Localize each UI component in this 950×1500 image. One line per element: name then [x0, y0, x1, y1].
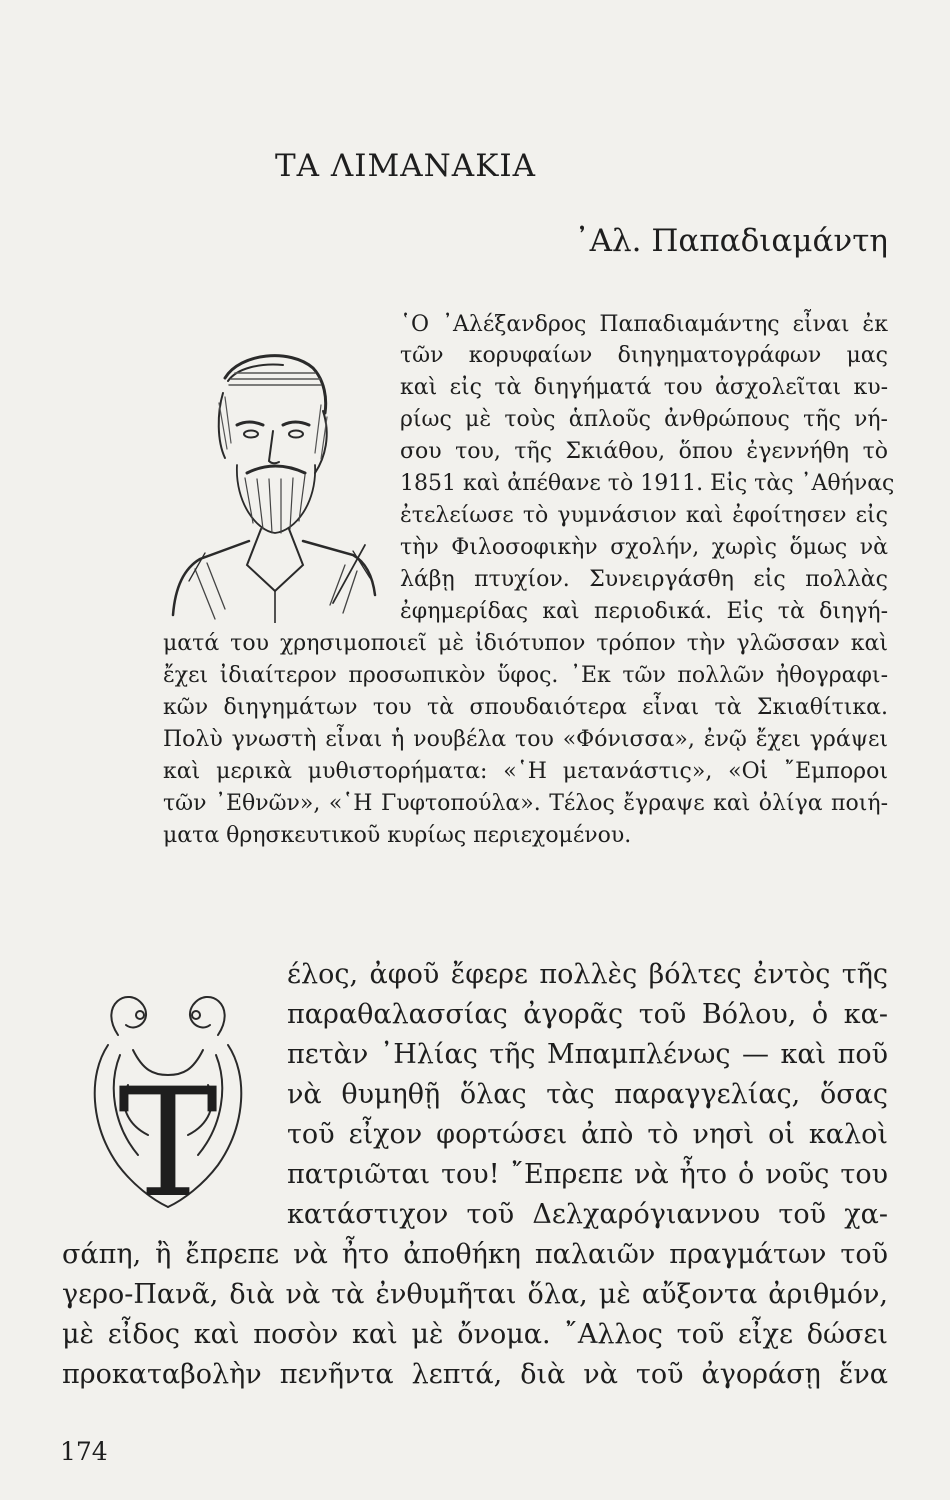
bio-line: 1851 καὶ ἀπέθανε τὸ 1911. Εἰς τὰς ᾿Αθήνας — [400, 471, 895, 496]
story-line: παραθαλασσίας ἀγορᾶς τοῦ Βόλου, ὁ κα- — [287, 999, 888, 1030]
bio-line: ρίως μὲ τοὺς ἁπλοῦς ἀνθρώπους τῆς νή- — [400, 407, 888, 432]
story-line: έλος, ἀφοῦ ἔφερε πολλὲς βόλτες ἐντὸς τῆς — [287, 959, 888, 990]
ornamental-dropcap — [58, 975, 278, 1240]
story-line: τοῦ εἶχον φορτώσει ἀπὸ τὸ νησὶ οἱ καλοὶ — [287, 1119, 888, 1150]
bio-line: ῾Ο ᾿Αλέξανδρος Παπαδιαμάντης εἶναι ἐκ — [400, 312, 888, 337]
bio-line: Πολὺ γνωστὴ εἶναι ἡ νουβέλα του «Φόνισσα», ἐνῷ ἔχει γράψει — [163, 727, 888, 752]
bio-line: καὶ εἰς τὰ διηγήματά του ἀσχολεῖται κυ- — [400, 375, 888, 400]
bio-line: λάβῃ πτυχίον. Συνειργάσθη εἰς πολλὰς — [400, 567, 888, 592]
story-line: πατριῶται του! ῎Επρεπε νὰ ἦτο ὁ νοῦς του — [287, 1159, 888, 1190]
dropcap-letter: Τ — [117, 1057, 219, 1231]
bio-line: ματα θρησκευτικοῦ κυρίως περιεχομένου. — [163, 823, 632, 848]
story-line: κατάστιχον τοῦ Δελχαρόγιαννου τοῦ χα- — [287, 1199, 888, 1230]
bio-line: τὴν Φιλοσοφικὴν σχολήν, χωρὶς ὅμως νὰ — [400, 535, 888, 560]
story-line: πετὰν ᾿Ηλίας τῆς Μπαμπλένως — καὶ ποῦ — [287, 1039, 888, 1070]
story-line: γερο-Πανᾶ, διὰ νὰ τὰ ἐνθυμῆται ὅλα, μὲ αὔξοντα ἀριθμόν, — [62, 1279, 888, 1310]
story-line: νὰ θυμηθῇ ὅλας τὰς παραγγελίας, ὅσας — [287, 1079, 888, 1110]
bio-line: σου του, τῆς Σκιάθου, ὅπου ἐγεννήθη τὸ — [400, 439, 888, 464]
bio-line: ἐφημερίδας καὶ περιοδικά. Εἰς τὰ διηγή- — [400, 599, 888, 624]
bio-line: καὶ μερικὰ μυθιστορήματα: «῾Η μετανάστις», «Οἱ ῎Εμποροι — [163, 759, 888, 784]
bio-line: ἐτελείωσε τὸ γυμνάσιον καὶ ἐφοίτησεν εἰς — [400, 503, 888, 528]
story-title: ΤΑ ΛΙΜΑΝΑΚΙΑ — [275, 148, 536, 184]
story-author: ᾿Αλ. Παπαδιαμάντη — [574, 223, 888, 259]
author-portrait-illustration — [165, 333, 390, 623]
page-number: 174 — [60, 1437, 108, 1466]
bio-line: ματά του χρησιμοποιεῖ μὲ ἰδιότυπον τρόπον τὴν γλῶσσαν καὶ — [163, 631, 888, 656]
story-line: σάπη, ἢ ἔπρεπε νὰ ἦτο ἀποθήκη παλαιῶν πραγμάτων τοῦ — [62, 1239, 888, 1270]
bio-line: τῶν ᾿Εθνῶν», «῾Η Γυφτοπούλα». Τέλος ἔγραψε καὶ ὀλίγα ποιή- — [163, 791, 888, 816]
story-line: μὲ εἶδος καὶ ποσὸν καὶ μὲ ὄνομα. ῎Αλλος τοῦ εἶχε δώσει — [62, 1319, 888, 1350]
story-line: προκαταβολὴν πενῆντα λεπτά, διὰ νὰ τοῦ ἀγοράσῃ ἕνα — [62, 1359, 888, 1390]
bio-line: ἔχει ἰδιαίτερον προσωπικὸν ὕφος. ᾿Εκ τῶν πολλῶν ἠθογραφι- — [163, 663, 888, 688]
bio-line: τῶν κορυφαίων διηγηματογράφων μας — [400, 343, 888, 368]
bio-line: κῶν διηγημάτων του τὰ σπουδαιότερα εἶναι τὰ Σκιαθίτικα. — [163, 695, 888, 720]
